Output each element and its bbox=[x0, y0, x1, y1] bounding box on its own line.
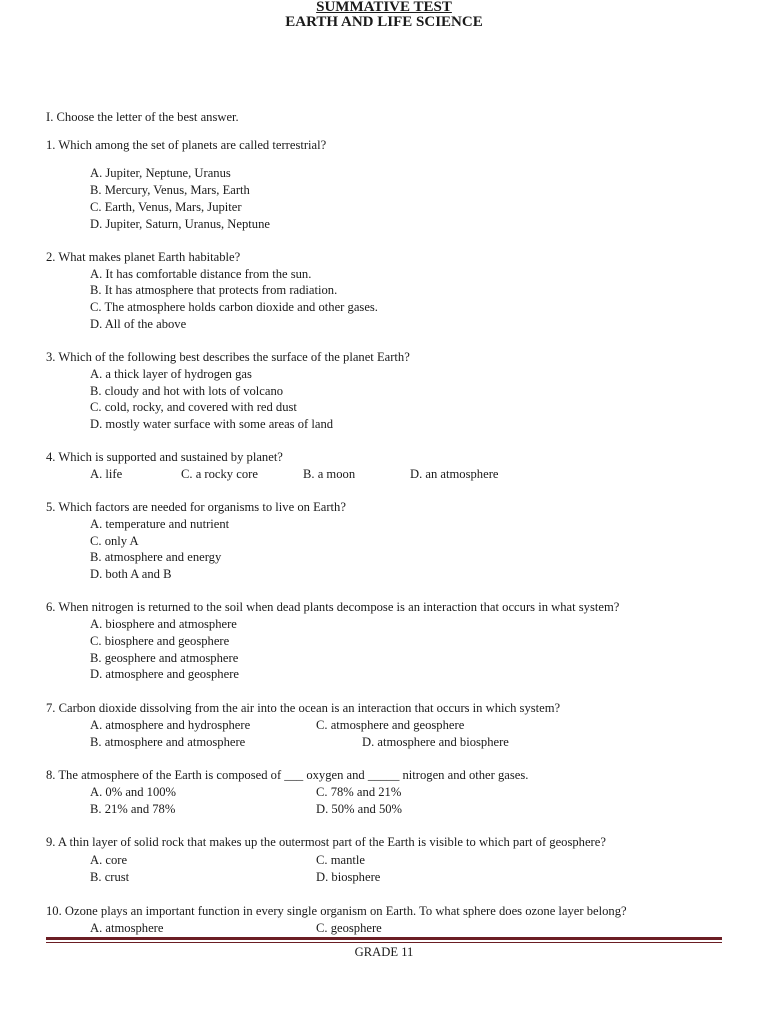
q6-option-a: A. biosphere and atmosphere bbox=[90, 617, 237, 631]
q6-option-b: B. geosphere and atmosphere bbox=[90, 651, 239, 665]
q8-option-b: B. 21% and 78% bbox=[90, 802, 176, 816]
q3-option-c: C. cold, rocky, and covered with red dust bbox=[90, 400, 297, 414]
q1-option-c: C. Earth, Venus, Mars, Jupiter bbox=[90, 200, 242, 214]
q4-option-a: A. life bbox=[90, 467, 123, 481]
q6-option-c: C. biosphere and geosphere bbox=[90, 634, 230, 648]
q4-option-d: D. an atmosphere bbox=[410, 467, 499, 481]
q2-option-b: B. It has atmosphere that protects from radiation. bbox=[90, 283, 338, 297]
q2-option-c: C. The atmosphere holds carbon dioxide and other gases. bbox=[90, 300, 378, 314]
q5-option-a: A. temperature and nutrient bbox=[90, 517, 230, 531]
question-3: 3. Which of the following best describes the surface of the planet Earth? bbox=[46, 350, 410, 364]
q7-option-c: C. atmosphere and geosphere bbox=[316, 718, 465, 732]
q6-option-d: D. atmosphere and geosphere bbox=[90, 667, 239, 681]
q7-option-b: B. atmosphere and atmosphere bbox=[90, 735, 246, 749]
q9-option-a: A. core bbox=[90, 853, 128, 867]
footer-rule-thin bbox=[46, 942, 722, 943]
q3-option-d: D. mostly water surface with some areas of land bbox=[90, 417, 334, 431]
q5-option-d: D. both A and B bbox=[90, 567, 172, 581]
q1-option-d: D. Jupiter, Saturn, Uranus, Neptune bbox=[90, 217, 270, 231]
question-4: 4. Which is supported and sustained by planet? bbox=[46, 450, 283, 464]
question-7: 7. Carbon dioxide dissolving from the air into the ocean is an interaction that occurs in which system? bbox=[46, 701, 561, 715]
q9-option-c: C. mantle bbox=[316, 853, 365, 867]
question-1: 1. Which among the set of planets are called terrestrial? bbox=[46, 138, 327, 152]
page-subtitle: EARTH AND LIFE SCIENCE bbox=[285, 14, 483, 30]
q7-option-d: D. atmosphere and biosphere bbox=[362, 735, 509, 749]
q1-option-b: B. Mercury, Venus, Mars, Earth bbox=[90, 183, 250, 197]
q8-option-a: A. 0% and 100% bbox=[90, 785, 177, 799]
question-9: 9. A thin layer of solid rock that makes up the outermost part of the Earth is visible to which part of geosphere? bbox=[46, 835, 606, 849]
page-title: SUMMATIVE TEST bbox=[316, 0, 452, 15]
q10-option-a: A. atmosphere bbox=[90, 921, 164, 935]
question-5: 5. Which factors are needed for organisms to live on Earth? bbox=[46, 500, 346, 514]
footer-grade: GRADE 11 bbox=[354, 945, 414, 959]
q7-option-a: A. atmosphere and hydrosphere bbox=[90, 718, 251, 732]
q10-option-c: C. geosphere bbox=[316, 921, 382, 935]
q9-option-d: D. biosphere bbox=[316, 870, 381, 884]
q3-option-a: A. a thick layer of hydrogen gas bbox=[90, 367, 252, 381]
q9-option-b: B. crust bbox=[90, 870, 130, 884]
q5-option-b: B. atmosphere and energy bbox=[90, 550, 222, 564]
question-2: 2. What makes planet Earth habitable? bbox=[46, 250, 241, 264]
q3-option-b: B. cloudy and hot with lots of volcano bbox=[90, 384, 284, 398]
q1-option-a: A. Jupiter, Neptune, Uranus bbox=[90, 166, 231, 180]
q4-option-c: C. a rocky core bbox=[181, 467, 258, 481]
q4-option-b: B. a moon bbox=[303, 467, 356, 481]
q8-option-d: D. 50% and 50% bbox=[316, 802, 403, 816]
question-10: 10. Ozone plays an important function in every single organism on Earth. To what sphere does ozone layer belong? bbox=[46, 904, 627, 918]
q8-option-c: C. 78% and 21% bbox=[316, 785, 402, 799]
footer-rule-thick bbox=[46, 937, 722, 940]
q5-option-c: C. only A bbox=[90, 534, 139, 548]
question-6: 6. When nitrogen is returned to the soil when dead plants decompose is an interaction that occurs in what system? bbox=[46, 600, 620, 614]
question-8: 8. The atmosphere of the Earth is composed of ___ oxygen and _____ nitrogen and other gases. bbox=[46, 768, 529, 782]
instructions: I. Choose the letter of the best answer. bbox=[46, 110, 239, 124]
q2-option-a: A. It has comfortable distance from the sun. bbox=[90, 267, 312, 281]
q2-option-d: D. All of the above bbox=[90, 317, 187, 331]
